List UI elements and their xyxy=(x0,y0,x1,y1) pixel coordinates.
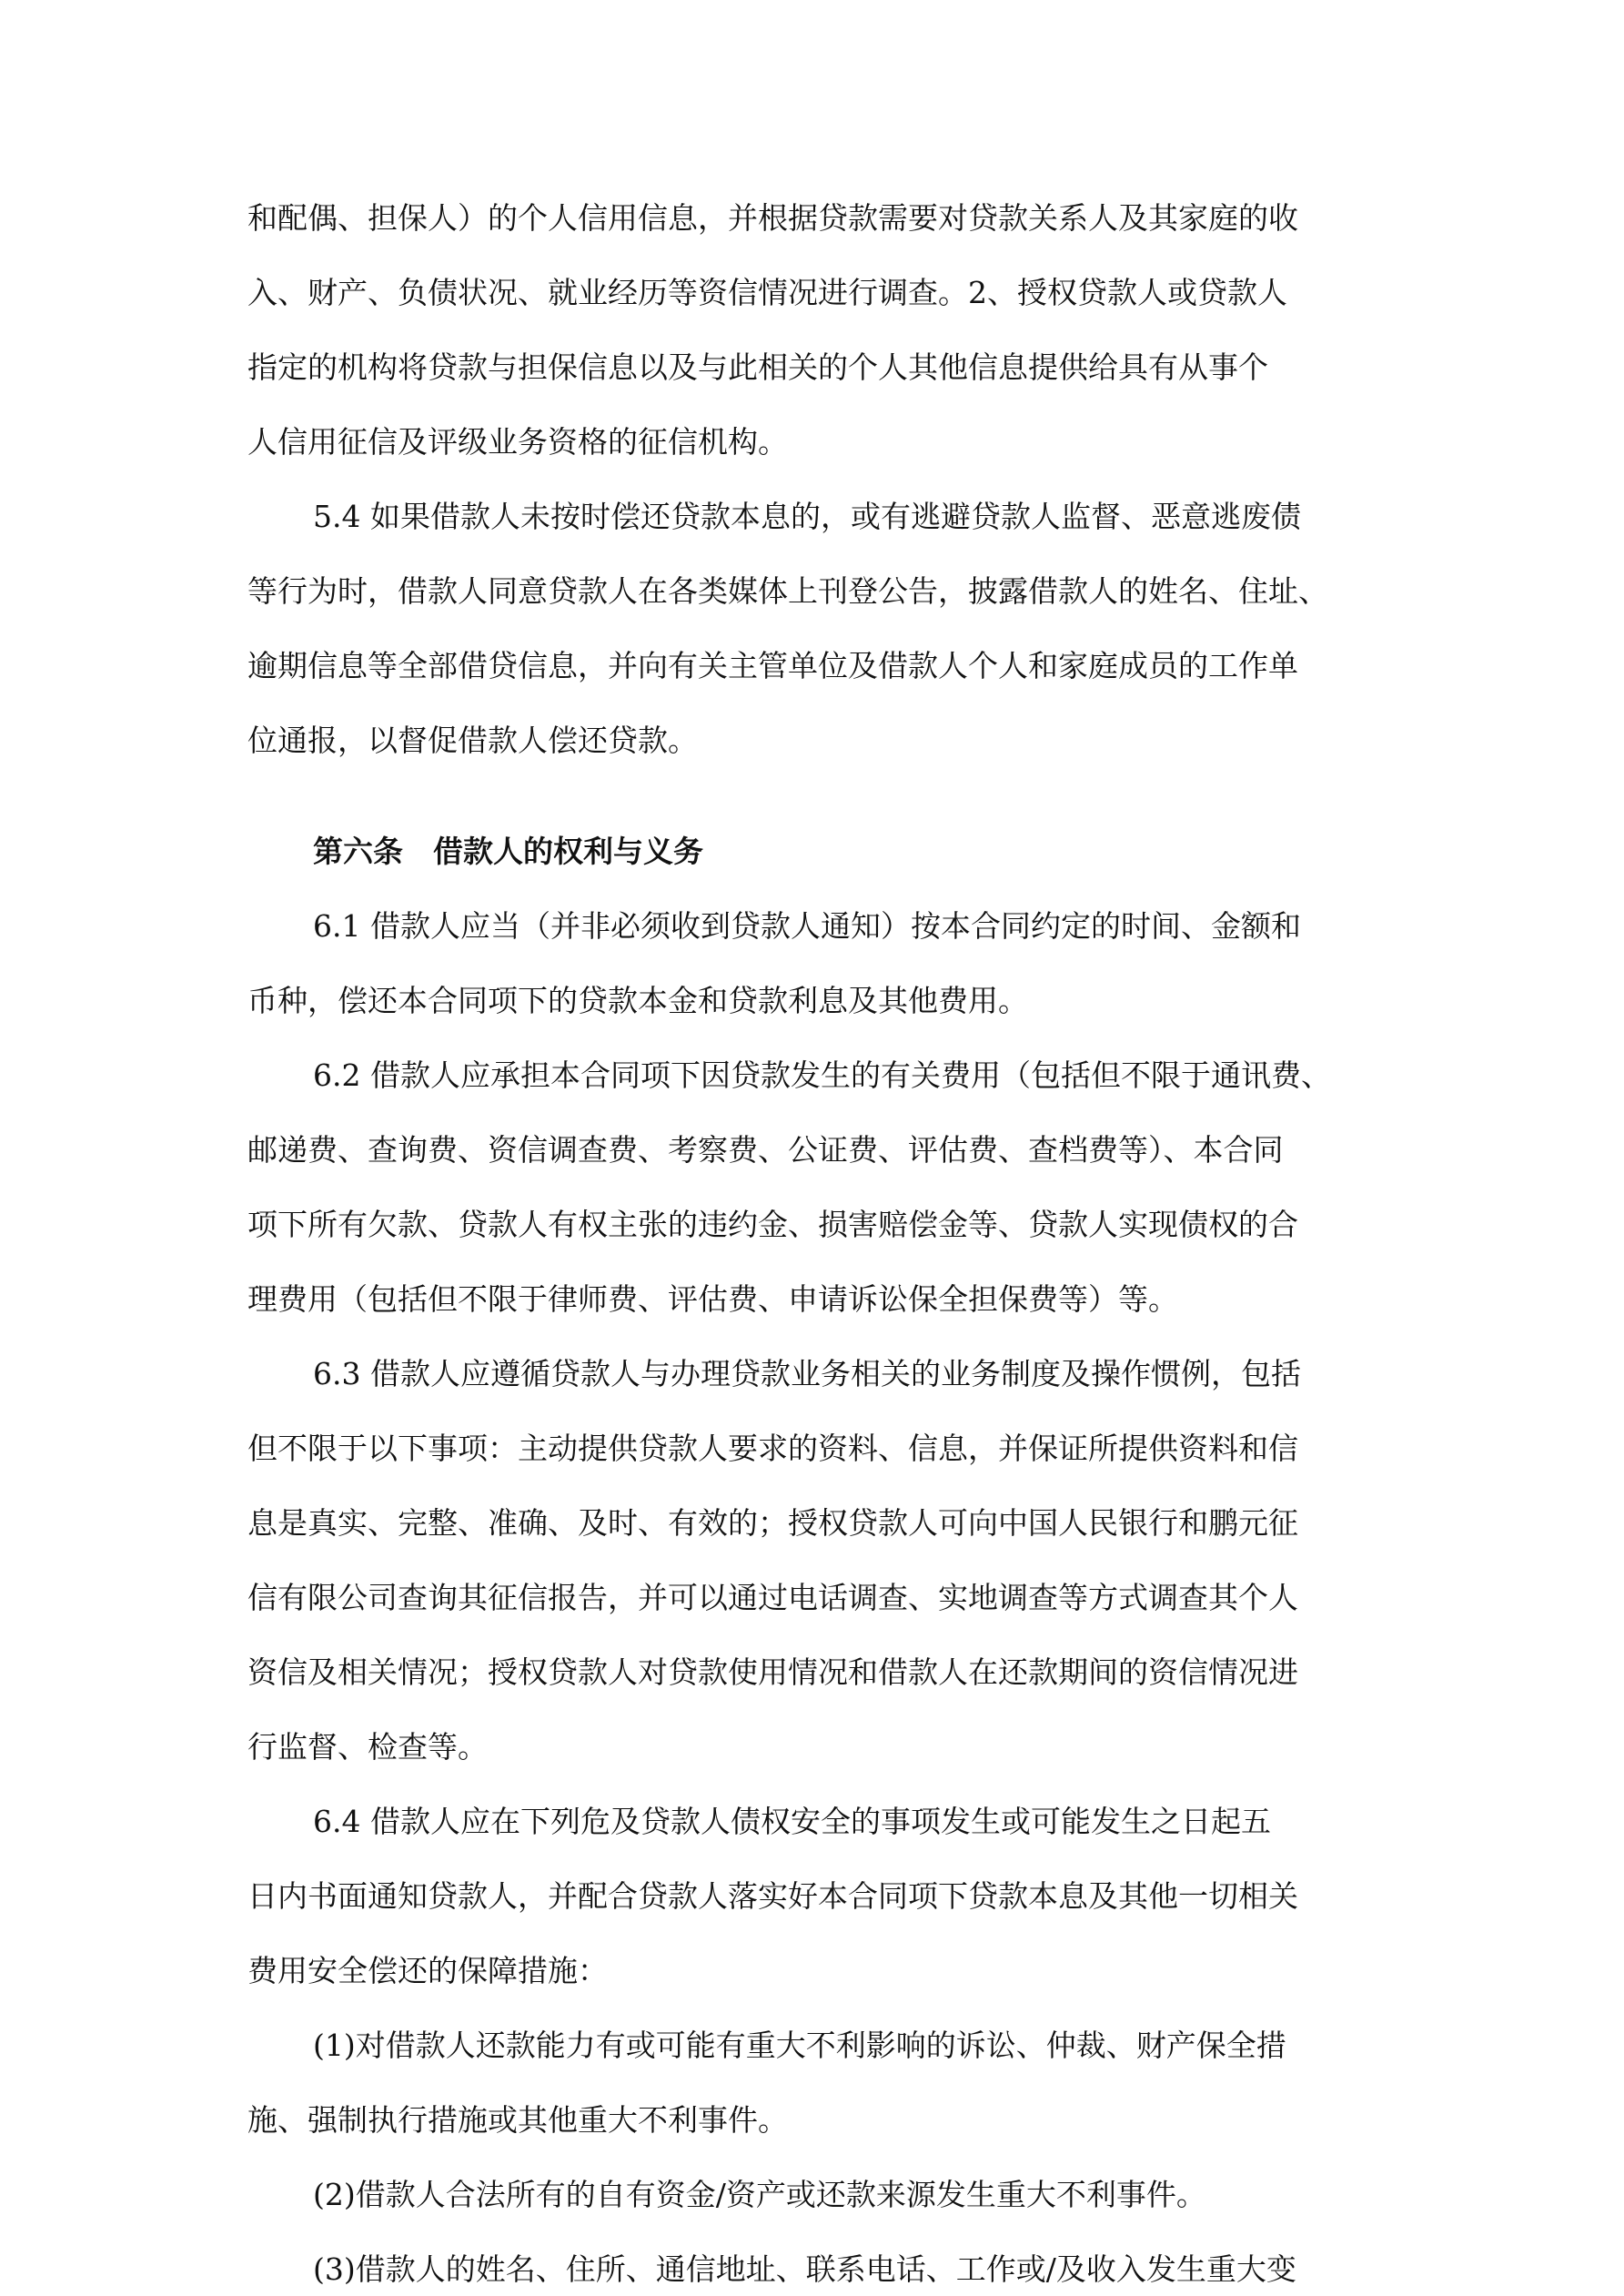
text-line: 6.3 借款人应遵循贷款人与办理贷款业务相关的业务制度及操作惯例，包括 xyxy=(313,1356,1301,1391)
text-line: 位通报，以督促借款人偿还贷款。 xyxy=(247,723,698,758)
text-line: 等行为时，借款人同意贷款人在各类媒体上刊登公告，披露借款人的姓名、住址、 xyxy=(247,573,1328,609)
text-line: 人信用征信及评级业务资格的征信机构。 xyxy=(247,424,788,460)
paragraph-6-1 xyxy=(247,906,1380,1021)
text-line: 指定的机构将贷款与担保信息以及与此相关的个人其他信息提供给具有从事个 xyxy=(247,349,1268,385)
text-line: 逾期信息等全部借贷信息，并向有关主管单位及借款人个人和家庭成员的工作单 xyxy=(247,648,1298,683)
text-line: 和配偶、担保人）的个人信用信息，并根据贷款需要对贷款关系人及其家庭的收 xyxy=(247,200,1298,236)
text-line: 6.4 借款人应在下列危及贷款人债权安全的事项发生或可能发生之日起五 xyxy=(313,1804,1271,1839)
text-line: 6.2 借款人应承担本合同项下因贷款发生的有关费用（包括但不限于通讯费、 xyxy=(313,1057,1331,1093)
text-line: 项下所有欠款、贷款人有权主张的违约金、损害赔偿金等、贷款人实现债权的合 xyxy=(247,1207,1298,1242)
text-line: 但不限于以下事项：主动提供贷款人要求的资料、信息，并保证所提供资料和信 xyxy=(247,1431,1298,1466)
section-6 xyxy=(247,832,1380,872)
text-line: 6.1 借款人应当（并非必须收到贷款人通知）按本合同约定的时间、金额和 xyxy=(313,908,1301,944)
text-line: 息是真实、完整、准确、及时、有效的；授权贷款人可向中国人民银行和鹏元征 xyxy=(247,1505,1298,1541)
document-page xyxy=(247,198,1380,2290)
text-line: (1)对借款人还款能力有或可能有重大不利影响的诉讼、仲裁、财产保全措 xyxy=(313,2028,1286,2063)
paragraph-6-4-item-3 xyxy=(247,2250,1380,2290)
paragraph-6-4 xyxy=(247,1802,1380,1991)
text-line: (2)借款人合法所有的自有资金/资产或还款来源发生重大不利事件。 xyxy=(313,2177,1206,2212)
text-line: 费用安全偿还的保障措施： xyxy=(247,1953,608,1988)
text-line: (3)借款人的姓名、住所、通信地址、联系电话、工作或/及收入发生重大变 xyxy=(313,2251,1296,2287)
paragraph-6-4-item-1 xyxy=(247,2026,1380,2140)
text-line: 信有限公司查询其征信报告，并可以通过电话调查、实地调查等方式调查其个人 xyxy=(247,1580,1298,1615)
text-line: 行监督、检查等。 xyxy=(247,1729,488,1765)
text-line: 理费用（包括但不限于律师费、评估费、申请诉讼保全担保费等）等。 xyxy=(247,1281,1178,1317)
text-line: 邮递费、查询费、资信调查费、考察费、公证费、评估费、查档费等）、本合同 xyxy=(247,1132,1284,1168)
text-line: 5.4 如果借款人未按时偿还贷款本息的，或有逃避贷款人监督、恶意逃废债 xyxy=(313,499,1301,534)
paragraph-6-2 xyxy=(247,1056,1380,1320)
text-line: 币种，偿还本合同项下的贷款本金和贷款利息及其他费用。 xyxy=(247,983,1028,1018)
section-heading: 第六条 借款人的权利与义务 xyxy=(313,834,703,869)
text-line: 施、强制执行措施或其他重大不利事件。 xyxy=(247,2102,788,2138)
paragraph-6-3 xyxy=(247,1354,1380,1767)
paragraph-5-4 xyxy=(247,497,1380,761)
paragraph-5-3-continued xyxy=(247,198,1380,462)
section-spacer xyxy=(247,761,1380,832)
text-line: 资信及相关情况；授权贷款人对贷款使用情况和借款人在还款期间的资信情况进 xyxy=(247,1654,1298,1690)
text-line: 日内书面通知贷款人，并配合贷款人落实好本合同项下贷款本息及其他一切相关 xyxy=(247,1878,1298,1914)
paragraph-6-4-item-2 xyxy=(247,2175,1380,2215)
text-line: 入、财产、负债状况、就业经历等资信情况进行调查。2、授权贷款人或贷款人 xyxy=(247,275,1287,310)
